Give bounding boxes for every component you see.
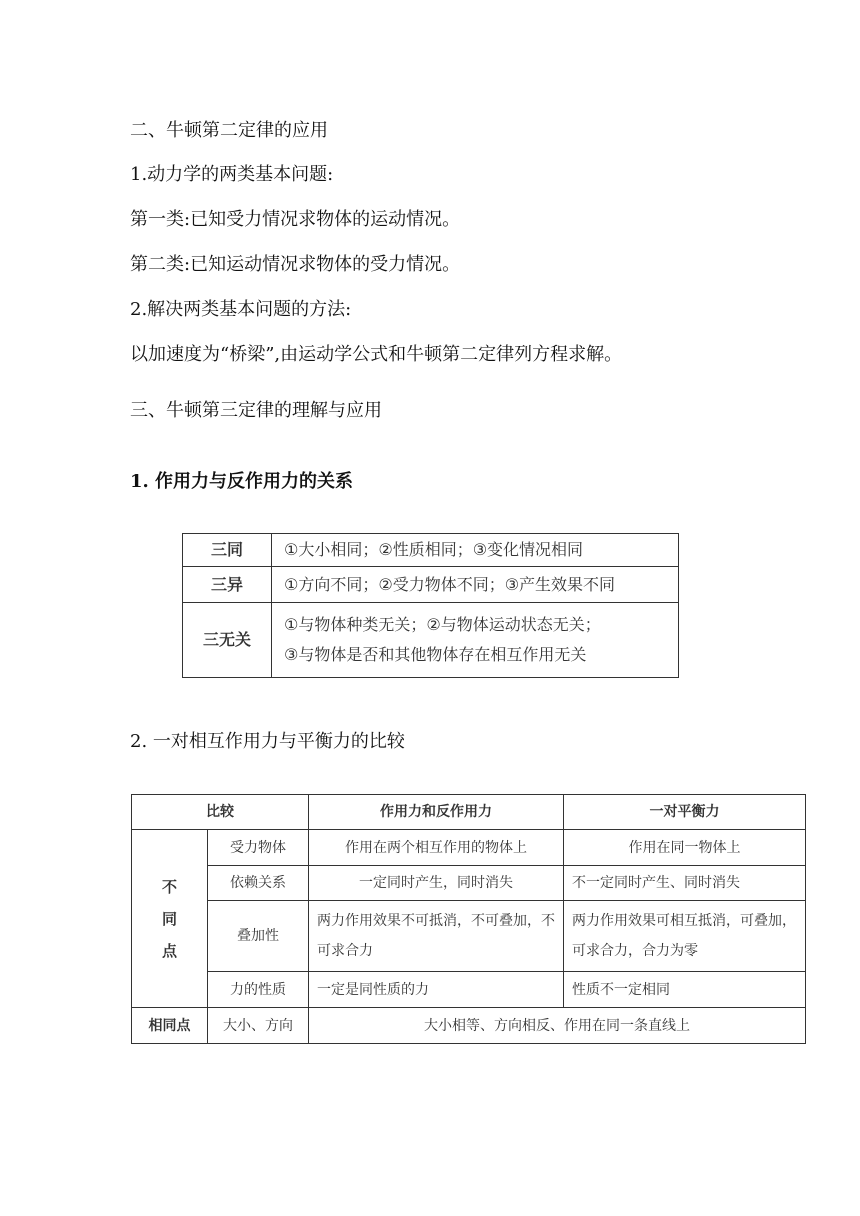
diff-label-char: 点 [161,941,177,960]
subsection-2-title: 2. 一对相互作用力与平衡力的比较 [130,731,405,752]
diff-label [132,830,208,1008]
cell-action-reaction: 一定同时产生，同时消失 [309,866,564,901]
same-item: 大小、方向 [208,1008,309,1044]
table-row [183,603,679,678]
header-compare: 比较 [132,795,309,830]
item-1: 1.动力学的两类基本问题: [130,164,334,185]
section-2-title: 二、牛顿第二定律的应用 [130,120,328,141]
cell-balance: 不一定同时产生、同时消失 [564,866,806,901]
table-row [183,567,679,603]
type-2: 第二类:已知运动情况求物体的受力情况。 [130,254,461,275]
same-label: 相同点 [132,1008,208,1044]
table-row [132,972,806,1008]
row-item: 力的性质 [208,972,309,1008]
content-line: ③与物体是否和其他物体存在相互作用无关 [284,645,587,664]
type-1: 第一类:已知受力情况求物体的运动情况。 [130,209,461,230]
diff-label-char: 同 [161,909,177,928]
cell-action-reaction: 一定是同性质的力 [309,972,564,1008]
item-2: 2.解决两类基本问题的方法: [130,299,352,320]
table-row [132,830,806,866]
subsection-1-title: 1. 作用力与反作用力的关系 [130,471,354,492]
same-value: 大小相等、方向相反、作用在同一条直线上 [309,1008,806,1044]
cell-balance: 作用在同一物体上 [564,830,806,866]
cell-balance: 两力作用效果可相互抵消，可叠加，可求合力，合力为零 [564,901,806,972]
table-row [183,534,679,567]
table-row [132,866,806,901]
method-text: 以加速度为“桥梁”,由运动学公式和牛顿第二定律列方程求解。 [130,344,623,365]
header-balance: 一对平衡力 [564,795,806,830]
header-row [132,795,806,830]
row-head: 三同 [183,534,272,567]
comparison-table [131,794,806,1044]
diff-label-char: 不 [161,877,177,896]
header-action-reaction: 作用力和反作用力 [309,795,564,830]
row-head: 三无关 [183,603,272,678]
action-reaction-table [182,533,679,678]
same-row [132,1008,806,1044]
row-item: 叠加性 [208,901,309,972]
row-content [272,603,679,678]
row-item: 依赖关系 [208,866,309,901]
table-row [132,901,806,972]
row-head: 三异 [183,567,272,603]
row-content: ①大小相同；②性质相同；③变化情况相同 [272,534,679,567]
cell-action-reaction: 作用在两个相互作用的物体上 [309,830,564,866]
cell-balance: 性质不一定相同 [564,972,806,1008]
row-content: ①方向不同；②受力物体不同；③产生效果不同 [272,567,679,603]
content-line: ①与物体种类无关；②与物体运动状态无关； [284,615,601,634]
cell-action-reaction: 两力作用效果不可抵消，不可叠加，不可求合力 [309,901,564,972]
row-item: 受力物体 [208,830,309,866]
section-3-title: 三、牛顿第三定律的理解与应用 [130,400,382,421]
